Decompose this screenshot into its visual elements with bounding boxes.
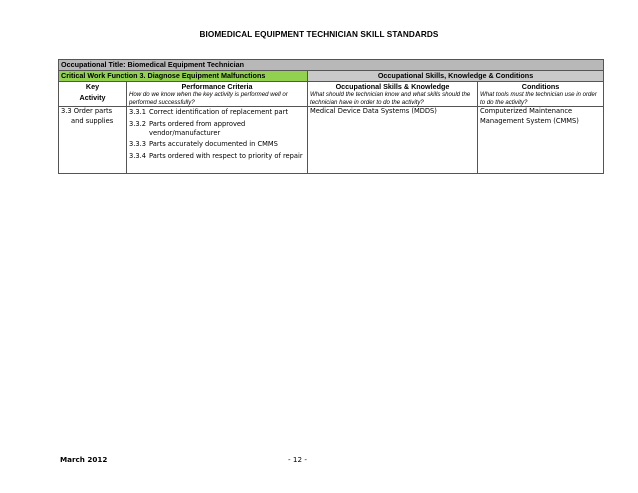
occupational-title: Occupational Title: Biomedical Equipment Technician <box>59 60 604 71</box>
criterion-number: 3.3.4 <box>129 151 147 160</box>
skills-knowledge-cell: Medical Device Data Systems (MDDS) <box>308 107 478 174</box>
conditions-cell: Computerized Maintenance Management System (CMMS) <box>478 107 604 174</box>
skills-knowledge-label: Occupational Skills & Knowledge <box>335 82 450 91</box>
osk-header: Occupational Skills, Knowledge & Conditions <box>308 71 604 82</box>
key-activity-header-line2: Activity <box>79 92 106 102</box>
key-activity-cell <box>59 107 127 174</box>
activity-line2: and supplies <box>71 116 114 125</box>
conditions-note: What tools must the technician use in order to do the activity? <box>480 91 597 106</box>
skill-standards-table <box>58 59 604 174</box>
skills-knowledge-note: What should the technician know and what skills should the technician have in order to do the activity? <box>310 91 471 106</box>
document-title: BIOMEDICAL EQUIPMENT TECHNICIAN SKILL STANDARDS <box>199 30 439 39</box>
skills-knowledge-header <box>308 82 478 107</box>
criterion-text: Parts ordered from approved vendor/manufacturer <box>149 119 246 137</box>
performance-criteria-note: How do we know when the key activity is performed well or performed successfully? <box>129 91 288 106</box>
performance-criteria-label: Performance Criteria <box>181 82 253 91</box>
criterion-number: 3.3.2 <box>129 119 147 128</box>
criterion-text: Parts ordered with respect to priority of repair <box>149 151 303 160</box>
criterion-number: 3.3.3 <box>129 140 147 149</box>
criterion-text: Correct identification of replacement part <box>149 108 289 117</box>
activity-line1: 3.3 Order parts <box>61 107 113 116</box>
conditions-label: Conditions <box>521 82 560 91</box>
critical-work-function: Critical Work Function 3. Diagnose Equipment Malfunctions <box>59 71 308 82</box>
key-activity-header <box>59 82 127 107</box>
key-activity-header-line1: Key <box>85 82 100 91</box>
footer-date: March 2012 <box>60 455 108 464</box>
performance-criteria-cell <box>127 107 308 174</box>
table-row <box>59 107 604 174</box>
criterion-item <box>129 152 305 161</box>
criterion-item <box>129 140 305 149</box>
conditions-header <box>478 82 604 107</box>
criterion-item <box>129 120 305 139</box>
criterion-item <box>129 108 305 117</box>
page-number: - 12 - <box>288 455 307 464</box>
criterion-number: 3.3.1 <box>129 108 147 117</box>
performance-criteria-header <box>127 82 308 107</box>
criterion-text: Parts accurately documented in CMMS <box>149 140 278 149</box>
